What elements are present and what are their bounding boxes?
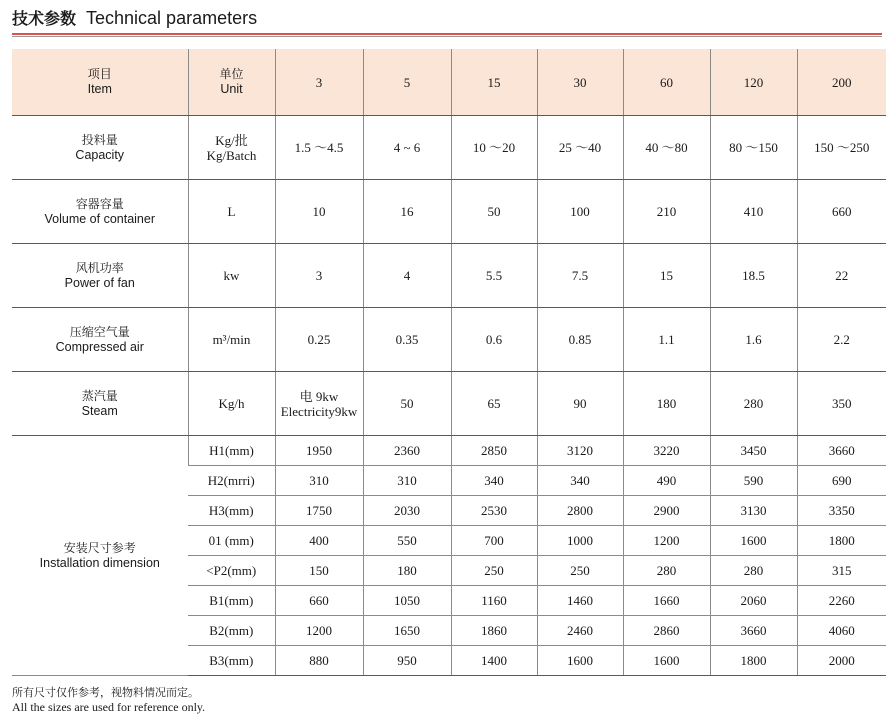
cell: 25 〜40 xyxy=(537,116,623,180)
install-label xyxy=(12,436,188,676)
row-label xyxy=(12,308,188,372)
cell: 1600 xyxy=(710,526,797,556)
header-model: 30 xyxy=(537,49,623,116)
cell: 280 xyxy=(710,556,797,586)
cell: 1950 xyxy=(275,436,363,466)
row-unit: kw xyxy=(188,244,275,308)
cell: 50 xyxy=(363,372,451,436)
cell: 3 xyxy=(275,244,363,308)
row-unit xyxy=(188,116,275,180)
row-dim xyxy=(12,436,886,466)
cell: 3120 xyxy=(537,436,623,466)
footnote-en: All the sizes are used for reference only. xyxy=(12,700,206,714)
row-volume xyxy=(12,180,886,244)
cell: 315 xyxy=(797,556,886,586)
cell: 1000 xyxy=(537,526,623,556)
row-steam xyxy=(12,372,886,436)
cell: 3130 xyxy=(710,496,797,526)
label-cn: 压缩空气量 xyxy=(69,324,130,339)
cell: 1050 xyxy=(363,586,451,616)
dim-label: B3(mm) xyxy=(188,646,275,676)
cell: 1800 xyxy=(710,646,797,676)
cell: 180 xyxy=(623,372,710,436)
cell: 210 xyxy=(623,180,710,244)
row-capacity xyxy=(12,116,886,180)
dim-label: <P2(mm) xyxy=(188,556,275,586)
cell: 7.5 xyxy=(537,244,623,308)
cell: 400 xyxy=(275,526,363,556)
label-en: Power of fan xyxy=(64,275,135,290)
row-label xyxy=(12,116,188,180)
title-cn: 技术参数 xyxy=(12,9,77,28)
cell: 660 xyxy=(275,586,363,616)
row-unit: Kg/h xyxy=(188,372,275,436)
cell: 2030 xyxy=(363,496,451,526)
parameters-table xyxy=(12,49,886,676)
header-model: 5 xyxy=(363,49,451,116)
header-model: 200 xyxy=(797,49,886,116)
dim-label: B2(mm) xyxy=(188,616,275,646)
header-model: 120 xyxy=(710,49,797,116)
cell: 2.2 xyxy=(797,308,886,372)
row-unit: L xyxy=(188,180,275,244)
cell: 280 xyxy=(710,372,797,436)
cell: 100 xyxy=(537,180,623,244)
unit-en: Kg/Batch xyxy=(206,147,257,163)
label-cn: 容器容量 xyxy=(75,196,124,211)
cell: 1.5 〜4.5 xyxy=(275,116,363,180)
cell: 22 xyxy=(797,244,886,308)
cell: 3450 xyxy=(710,436,797,466)
cell: 310 xyxy=(363,466,451,496)
dim-label: H2(mrri) xyxy=(188,466,275,496)
cell: 2860 xyxy=(623,616,710,646)
cell: 1.6 xyxy=(710,308,797,372)
cell: 10 〜20 xyxy=(451,116,537,180)
cell: 2530 xyxy=(451,496,537,526)
cell: 180 xyxy=(363,556,451,586)
cell: 700 xyxy=(451,526,537,556)
cell: 1750 xyxy=(275,496,363,526)
cell: 880 xyxy=(275,646,363,676)
cell: 490 xyxy=(623,466,710,496)
cell: 0.6 xyxy=(451,308,537,372)
cell: 590 xyxy=(710,466,797,496)
cell: 2460 xyxy=(537,616,623,646)
dim-label: H1(mm) xyxy=(188,436,275,466)
page-title xyxy=(12,6,257,32)
header-model: 60 xyxy=(623,49,710,116)
cell: 1200 xyxy=(623,526,710,556)
header-unit-cn: 单位 xyxy=(219,67,244,81)
cell: 1200 xyxy=(275,616,363,646)
cell: 250 xyxy=(537,556,623,586)
row-label xyxy=(12,244,188,308)
row-fan xyxy=(12,244,886,308)
cell: 90 xyxy=(537,372,623,436)
cell: 690 xyxy=(797,466,886,496)
label-en: Volume of container xyxy=(44,211,155,226)
cell: 350 xyxy=(797,372,886,436)
footnote xyxy=(12,686,205,714)
row-label xyxy=(12,372,188,436)
cell: 1.1 xyxy=(623,308,710,372)
label-cn: 安装尺寸参考 xyxy=(63,540,136,555)
cell: 250 xyxy=(451,556,537,586)
cell: 340 xyxy=(537,466,623,496)
title-en: Technical parameters xyxy=(86,8,258,28)
cell: 660 xyxy=(797,180,886,244)
row-compressed-air xyxy=(12,308,886,372)
cell: 1160 xyxy=(451,586,537,616)
header-item-cn: 项目 xyxy=(87,67,112,81)
cell: 2000 xyxy=(797,646,886,676)
cell: 3660 xyxy=(797,436,886,466)
cell: 80 〜150 xyxy=(710,116,797,180)
cell xyxy=(275,372,363,436)
cell-line-en: Electricity9kw xyxy=(280,403,358,419)
cell: 2360 xyxy=(363,436,451,466)
header-item-en: Item xyxy=(87,82,112,96)
cell: 1600 xyxy=(623,646,710,676)
dim-label: 01 (mm) xyxy=(188,526,275,556)
cell: 2800 xyxy=(537,496,623,526)
label-cn: 风机功率 xyxy=(75,260,124,275)
cell: 410 xyxy=(710,180,797,244)
cell: 5.5 xyxy=(451,244,537,308)
cell: 4 xyxy=(363,244,451,308)
cell: 1400 xyxy=(451,646,537,676)
cell: 1650 xyxy=(363,616,451,646)
dim-label: B1(mm) xyxy=(188,586,275,616)
cell: 3350 xyxy=(797,496,886,526)
cell: 4060 xyxy=(797,616,886,646)
label-cn: 蒸汽量 xyxy=(81,388,118,403)
footnote-cn: 所有尺寸仅作参考，视物料情况而定。 xyxy=(12,686,199,699)
cell-line-cn: 电 9kw xyxy=(299,388,339,404)
cell: 4 ~ 6 xyxy=(363,116,451,180)
cell: 3220 xyxy=(623,436,710,466)
cell: 0.85 xyxy=(537,308,623,372)
cell: 2260 xyxy=(797,586,886,616)
cell: 18.5 xyxy=(710,244,797,308)
header-model: 15 xyxy=(451,49,537,116)
cell: 150 xyxy=(275,556,363,586)
cell: 280 xyxy=(623,556,710,586)
cell: 1600 xyxy=(537,646,623,676)
cell: 0.35 xyxy=(363,308,451,372)
row-label xyxy=(12,180,188,244)
cell: 950 xyxy=(363,646,451,676)
label-en: Installation dimension xyxy=(39,555,160,570)
label-en: Steam xyxy=(81,403,118,418)
header-row xyxy=(12,49,886,116)
cell: 310 xyxy=(275,466,363,496)
cell: 16 xyxy=(363,180,451,244)
title-underline xyxy=(12,33,882,35)
cell: 65 xyxy=(451,372,537,436)
unit-cn: Kg/批 xyxy=(215,132,248,148)
header-item xyxy=(12,49,188,116)
cell: 1860 xyxy=(451,616,537,646)
cell: 1460 xyxy=(537,586,623,616)
cell: 10 xyxy=(275,180,363,244)
cell: 3660 xyxy=(710,616,797,646)
header-model: 3 xyxy=(275,49,363,116)
row-unit: m³/min xyxy=(188,308,275,372)
cell: 2060 xyxy=(710,586,797,616)
label-en: Compressed air xyxy=(55,339,144,354)
header-unit-en: Unit xyxy=(220,82,243,96)
header-unit xyxy=(188,49,275,116)
title-underline-thin xyxy=(12,36,882,37)
label-cn: 投料量 xyxy=(81,132,118,147)
cell: 40 〜80 xyxy=(623,116,710,180)
cell: 0.25 xyxy=(275,308,363,372)
cell: 340 xyxy=(451,466,537,496)
cell: 1800 xyxy=(797,526,886,556)
cell: 150 〜250 xyxy=(797,116,886,180)
label-en: Capacity xyxy=(75,147,125,162)
cell: 2850 xyxy=(451,436,537,466)
cell: 550 xyxy=(363,526,451,556)
cell: 1660 xyxy=(623,586,710,616)
cell: 50 xyxy=(451,180,537,244)
cell: 15 xyxy=(623,244,710,308)
dim-label: H3(mm) xyxy=(188,496,275,526)
cell: 2900 xyxy=(623,496,710,526)
